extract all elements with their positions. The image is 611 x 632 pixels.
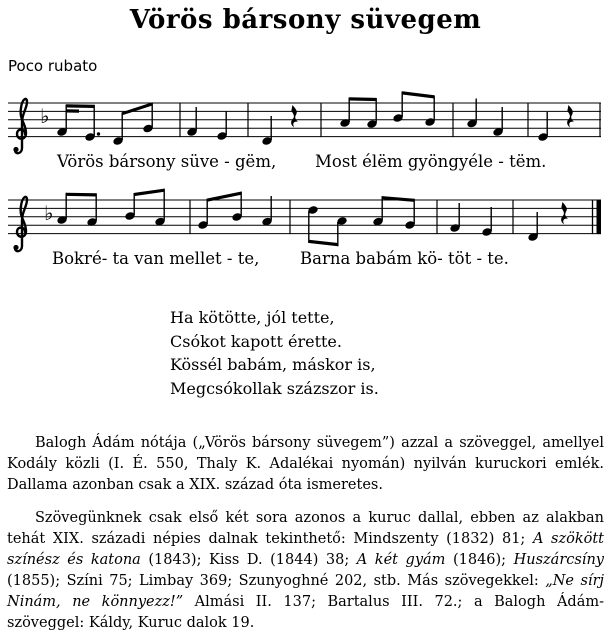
citation-italic: A szökött színész és katona — [7, 531, 605, 568]
treble-clef-icon — [13, 99, 27, 153]
beam — [402, 91, 434, 98]
music-staff-1 — [0, 85, 611, 180]
paragraph-text: Almási II. 137; Bartalus III. 72.; a Balogh Ádám-szöveggel: Káldy, Kuruc dalok 19. — [7, 594, 604, 631]
beam — [66, 104, 94, 108]
citation-italic: A két gyám — [356, 552, 446, 568]
page-title: Vörös bársony süvegem — [129, 5, 482, 35]
quarter-rest-icon — [291, 105, 298, 127]
verse-block — [170, 306, 379, 400]
beam — [66, 193, 96, 197]
final-barline-thick — [597, 200, 602, 235]
paragraph-text: Szövegünknek csak első két sora azonos a kuruc dallal, ebben az alakban tehát XIX. századi népies dalnak tekinthető: Mindszenty (1832) 81; — [7, 510, 604, 547]
music-staff-2 — [0, 185, 611, 277]
paragraph-text: (1855); Színi 75; Limbay 369; Szunyoghné 202, stb. Más szövegekkel: — [7, 573, 546, 589]
beam — [309, 240, 338, 246]
citation-italic: „Ne sírj Ninám, ne könnyezz!” — [7, 573, 604, 610]
lyric-text: Most élëm gyöngyéle - tëm. — [315, 152, 547, 171]
lyric-text: Vörös bársony süve - gëm, — [57, 152, 277, 171]
paragraph-text: (1843); Kiss D. (1844) 38; — [140, 552, 357, 568]
tempo-marking: Poco rubato — [8, 57, 98, 75]
verse-line: Ha kötötte, jól tette, — [170, 308, 335, 327]
lyric-text: Barna babám kö- töt - te. — [300, 249, 509, 268]
flat-sign-icon: ♭ — [40, 104, 50, 128]
beam — [134, 189, 164, 197]
paragraph-text: (1846); — [445, 552, 514, 568]
citation-italic: Huszárcsíny — [513, 552, 604, 568]
commentary — [7, 433, 604, 632]
verse-line: Csókot kapott érette. — [170, 331, 342, 351]
paragraph-text: Balogh Ádám nótája („Vörös bársony süvegem”) azzal a szöveggel, amellyel Kodály közli (I. É. 550, Thaly K. Adalékai nyomán) nyilván kuruckori emlék. Dallama azonban csak a XIX. század óta ismeretes. — [7, 435, 604, 493]
augmentation-dot — [97, 132, 100, 135]
verse-line: Megcsókollak százszor is. — [170, 378, 379, 398]
lyric-text: Bokré- ta van mellet - te, — [52, 249, 260, 268]
beam — [349, 97, 376, 101]
paragraph-1 — [7, 433, 604, 496]
quarter-rest-icon — [561, 202, 568, 224]
paragraph-2 — [7, 508, 604, 632]
beam — [122, 102, 152, 115]
quarter-rest-icon — [567, 105, 574, 127]
beam — [382, 196, 414, 202]
verse-line: Kössél babám, máskor is, — [170, 355, 376, 374]
treble-clef-icon — [13, 197, 27, 251]
beam — [66, 109, 79, 112]
flat-sign-icon: ♭ — [44, 201, 54, 225]
